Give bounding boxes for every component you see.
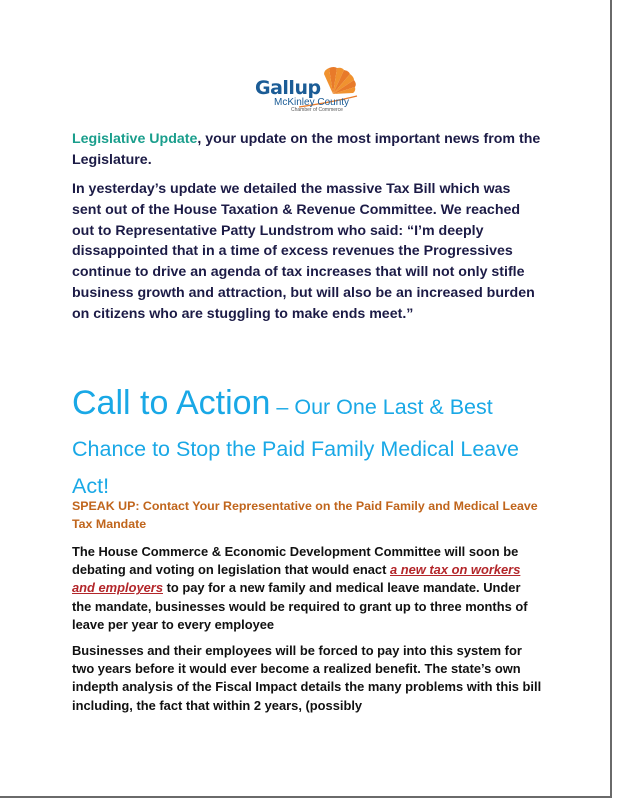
call-to-action-heading: [72, 379, 552, 501]
logo-tagline: Chamber of Commerce: [291, 107, 343, 113]
call-to-action-subtitle: – Our One Last & Best Chance to Stop the Paid Family Medical Leave Act!: [72, 395, 519, 498]
legislative-update-label: Legislative Update: [72, 131, 198, 147]
speak-up-heading: SPEAK UP: Contact Your Representative on the Paid Family and Medical Leave Tax Mandate: [72, 499, 538, 531]
intro-text: , your update on the most important news from the Legislature.: [72, 131, 541, 168]
logo-name: Gallup: [255, 77, 321, 99]
call-to-action-title: Call to Action: [72, 384, 271, 422]
intro-paragraph: [72, 129, 542, 171]
logo-subtitle: McKinley County: [274, 97, 350, 108]
committee-text-after: to pay for a new family and medical leave mandate. Under the mandate, businesses would be required to grant up to three months of leave per year to every employee: [72, 580, 528, 632]
committee-paragraph: [72, 543, 542, 634]
update-paragraph: In yesterday’s update we detailed the massive Tax Bill which was sent out of the House Taxation & Revenue Committee. We reached out to Representative Patty Lundstrom who said: “I’m deeply dissappointed that in a time of excess revenues the Progressives continue to drive an agenda of tax increases that will not only stifle business growth and attraction, but will also be an increased burden on citizens who are stuggling to make ends meet.”: [72, 181, 535, 322]
new-tax-emphasis: a new tax on workers and employers: [72, 562, 521, 596]
chamber-logo: [253, 66, 363, 120]
analysis-paragraph: Businesses and their employees will be forced to pay into this system for two years before it would ever become a realized benefit. The state’s own indepth analysis of the Fiscal Impact details the many problems with this bill including, the fact that within 2 years, (possibly: [72, 643, 542, 713]
committee-text-before: The House Commerce & Economic Development Committee will soon be debating and voting on legislation that would enact: [72, 544, 519, 578]
